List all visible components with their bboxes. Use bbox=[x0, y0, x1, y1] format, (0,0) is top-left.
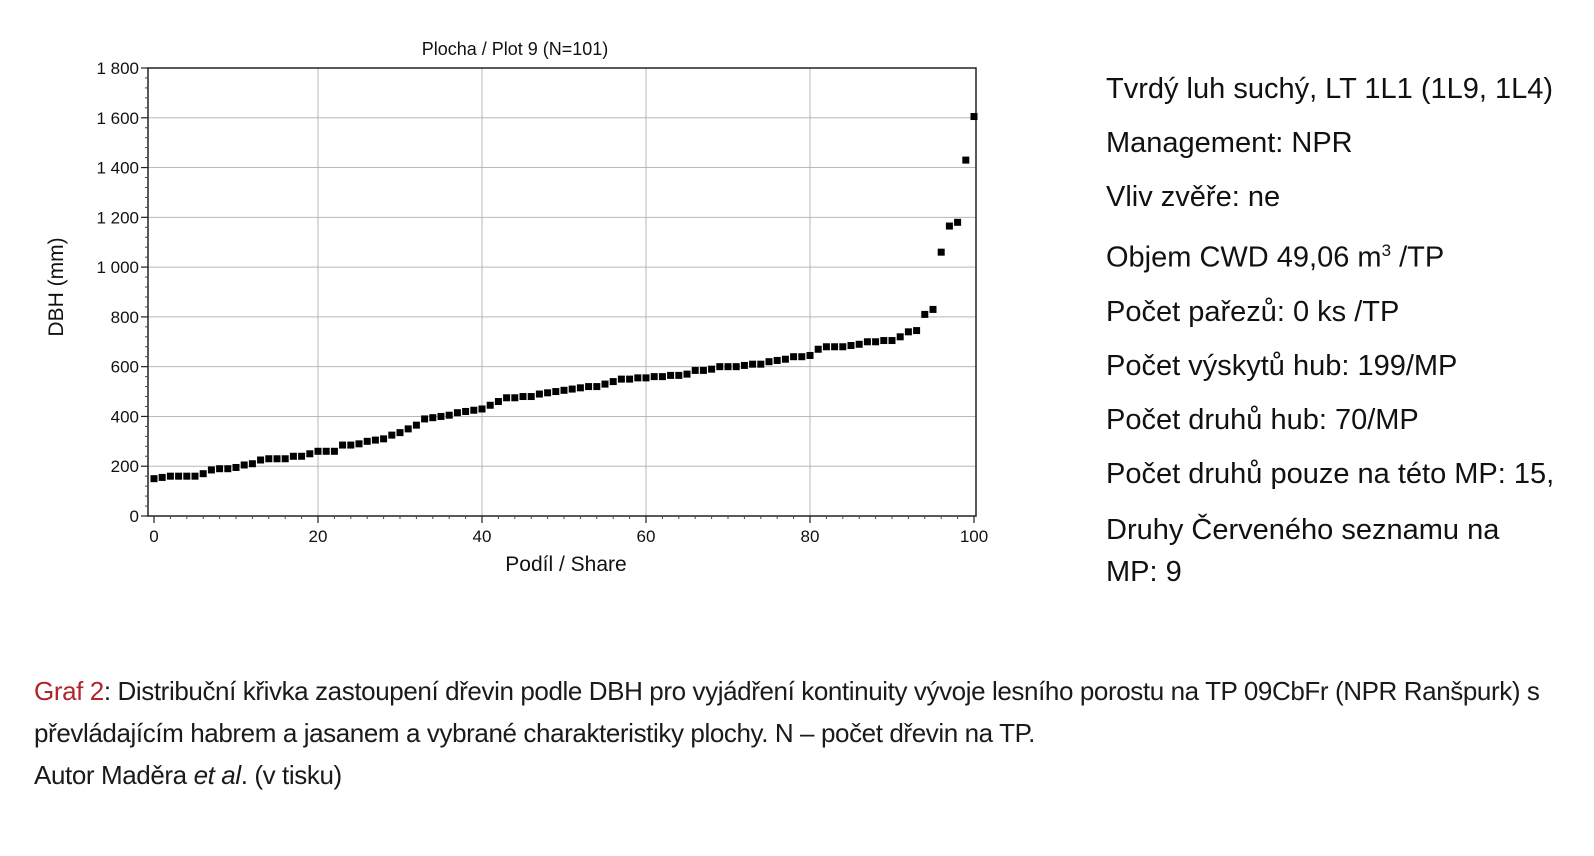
data-point bbox=[725, 363, 732, 370]
data-point bbox=[585, 383, 592, 390]
data-point bbox=[528, 393, 535, 400]
caption-author-italic: et al bbox=[193, 760, 241, 790]
data-point bbox=[438, 413, 445, 420]
data-point bbox=[921, 311, 928, 318]
data-point bbox=[675, 372, 682, 379]
data-point bbox=[356, 440, 363, 447]
management: Management: NPR bbox=[1106, 127, 1353, 159]
x-tick-label: 100 bbox=[959, 527, 989, 546]
data-point bbox=[618, 376, 625, 383]
data-point bbox=[503, 394, 510, 401]
data-point bbox=[405, 425, 412, 432]
data-point bbox=[667, 372, 674, 379]
data-point bbox=[774, 357, 781, 364]
data-point bbox=[331, 448, 338, 455]
data-point bbox=[880, 337, 887, 344]
x-tick-label: 60 bbox=[636, 527, 656, 546]
data-point bbox=[282, 455, 289, 462]
x-tick-label: 0 bbox=[149, 527, 159, 546]
data-point bbox=[790, 353, 797, 360]
x-tick-label: 20 bbox=[308, 527, 328, 546]
data-point bbox=[946, 223, 953, 230]
cwd-volume-text: Objem CWD 49,06 m bbox=[1106, 241, 1382, 274]
data-point bbox=[815, 346, 822, 353]
dbh-distribution-chart bbox=[0, 0, 1040, 600]
data-point bbox=[610, 378, 617, 385]
caption-label: Graf 2 bbox=[34, 676, 104, 706]
y-tick-label: 600 bbox=[110, 357, 139, 377]
data-point bbox=[864, 338, 871, 345]
data-point bbox=[708, 366, 715, 373]
data-point bbox=[807, 352, 814, 359]
caption-text: : Distribuční křivka zastoupení dřevin podle DBH pro vyjádření kontinuity vývoje lesního porostu na TP 09CbFr (NPR Ranšpurk) s převládajícím habrem a jasanem a vybrané charakteristiky plochy. N – počet dřevin na TP. bbox=[34, 676, 1540, 748]
data-points bbox=[151, 113, 978, 482]
y-tick-label: 800 bbox=[110, 307, 139, 327]
data-point bbox=[380, 435, 387, 442]
chart-title: Plocha / Plot 9 (N=101) bbox=[421, 39, 609, 59]
data-point bbox=[429, 414, 436, 421]
figure-caption bbox=[34, 670, 1574, 796]
data-point bbox=[454, 409, 461, 416]
data-point bbox=[962, 157, 969, 164]
data-point bbox=[971, 113, 978, 120]
data-point bbox=[315, 448, 322, 455]
data-point bbox=[257, 457, 264, 464]
data-point bbox=[495, 398, 502, 405]
data-point bbox=[561, 387, 568, 394]
data-point bbox=[200, 470, 207, 477]
data-point bbox=[930, 306, 937, 313]
data-point bbox=[520, 393, 527, 400]
data-point bbox=[224, 465, 231, 472]
caption-author-suffix: . (v tisku) bbox=[240, 760, 342, 790]
data-point bbox=[511, 394, 518, 401]
data-point bbox=[479, 405, 486, 412]
data-point bbox=[766, 358, 773, 365]
data-point bbox=[651, 373, 658, 380]
fungi-occurrences: Počet výskytů hub: 199/MP bbox=[1106, 349, 1458, 382]
data-point bbox=[716, 363, 723, 370]
data-point bbox=[839, 343, 846, 350]
data-point bbox=[552, 388, 559, 395]
data-point bbox=[593, 383, 600, 390]
data-point bbox=[536, 391, 543, 398]
stumps-count: Počet pařezů: 0 ks /TP bbox=[1106, 295, 1400, 328]
data-point bbox=[487, 402, 494, 409]
cwd-volume-unit: /TP bbox=[1391, 241, 1445, 274]
game-influence: Vliv zvěře: ne bbox=[1106, 181, 1281, 213]
cwd-volume-exponent: 3 bbox=[1381, 241, 1392, 260]
data-point bbox=[372, 437, 379, 444]
data-point bbox=[577, 384, 584, 391]
data-point bbox=[897, 333, 904, 340]
data-point bbox=[741, 362, 748, 369]
data-point bbox=[323, 448, 330, 455]
data-point bbox=[175, 473, 182, 480]
data-point bbox=[602, 381, 609, 388]
data-point bbox=[306, 450, 313, 457]
data-point bbox=[446, 412, 453, 419]
data-point bbox=[856, 341, 863, 348]
data-point bbox=[692, 367, 699, 374]
x-axis bbox=[149, 516, 988, 546]
data-point bbox=[274, 455, 281, 462]
data-point bbox=[339, 442, 346, 449]
data-point bbox=[216, 465, 223, 472]
data-point bbox=[290, 453, 297, 460]
data-point bbox=[905, 328, 912, 335]
fungi-species: Počet druhů hub: 70/MP bbox=[1106, 403, 1419, 436]
data-point bbox=[544, 389, 551, 396]
data-point bbox=[634, 374, 641, 381]
data-point bbox=[913, 327, 920, 334]
data-point bbox=[954, 219, 961, 226]
y-tick-label: 1 400 bbox=[96, 158, 139, 178]
unique-species: Počet druhů pouze na této MP: 15, bbox=[1106, 457, 1555, 490]
data-point bbox=[749, 361, 756, 368]
data-point bbox=[626, 376, 633, 383]
data-point bbox=[659, 373, 666, 380]
cwd-volume bbox=[1106, 224, 1586, 285]
plot-area-frame bbox=[148, 68, 976, 516]
data-point bbox=[421, 415, 428, 422]
data-point bbox=[265, 455, 272, 462]
red-list-species: Druhy Červeného seznamu na MP: 9 bbox=[1106, 513, 1500, 588]
data-point bbox=[757, 361, 764, 368]
data-point bbox=[569, 386, 576, 393]
data-point bbox=[167, 473, 174, 480]
y-axis-label: DBH (mm) bbox=[45, 237, 68, 337]
y-tick-label: 1 800 bbox=[96, 59, 139, 78]
data-point bbox=[872, 338, 879, 345]
chart-grid bbox=[148, 68, 976, 516]
data-point bbox=[413, 422, 420, 429]
y-tick-label: 200 bbox=[110, 457, 139, 477]
data-point bbox=[159, 474, 166, 481]
data-point bbox=[397, 429, 404, 436]
data-point bbox=[643, 374, 650, 381]
y-tick-label: 1 600 bbox=[96, 108, 139, 128]
data-point bbox=[470, 407, 477, 414]
y-axis bbox=[96, 59, 148, 526]
y-tick-label: 0 bbox=[129, 507, 139, 526]
data-point bbox=[192, 473, 199, 480]
x-tick-label: 40 bbox=[472, 527, 492, 546]
data-point bbox=[151, 475, 158, 482]
data-point bbox=[823, 343, 830, 350]
data-point bbox=[347, 442, 354, 449]
data-point bbox=[782, 356, 789, 363]
data-point bbox=[889, 337, 896, 344]
x-axis-label: Podíl / Share bbox=[505, 553, 627, 576]
data-point bbox=[208, 466, 215, 473]
caption-author: Autor Maděra bbox=[34, 760, 194, 790]
data-point bbox=[684, 371, 691, 378]
data-point bbox=[249, 460, 256, 467]
data-point bbox=[848, 342, 855, 349]
data-point bbox=[462, 408, 469, 415]
data-point bbox=[364, 438, 371, 445]
data-point bbox=[733, 363, 740, 370]
data-point bbox=[183, 473, 190, 480]
y-tick-label: 1 200 bbox=[96, 208, 139, 228]
data-point bbox=[831, 343, 838, 350]
x-tick-label: 80 bbox=[800, 527, 820, 546]
y-tick-label: 400 bbox=[110, 407, 139, 427]
data-point bbox=[241, 461, 248, 468]
plot-characteristics bbox=[1106, 62, 1586, 593]
data-point bbox=[233, 464, 240, 471]
forest-type: Tvrdý luh suchý, LT 1L1 (1L9, 1L4) bbox=[1106, 73, 1554, 105]
y-tick-label: 1 000 bbox=[96, 258, 139, 278]
data-point bbox=[700, 367, 707, 374]
data-point bbox=[798, 353, 805, 360]
data-point bbox=[938, 249, 945, 256]
data-point bbox=[298, 453, 305, 460]
data-point bbox=[388, 432, 395, 439]
